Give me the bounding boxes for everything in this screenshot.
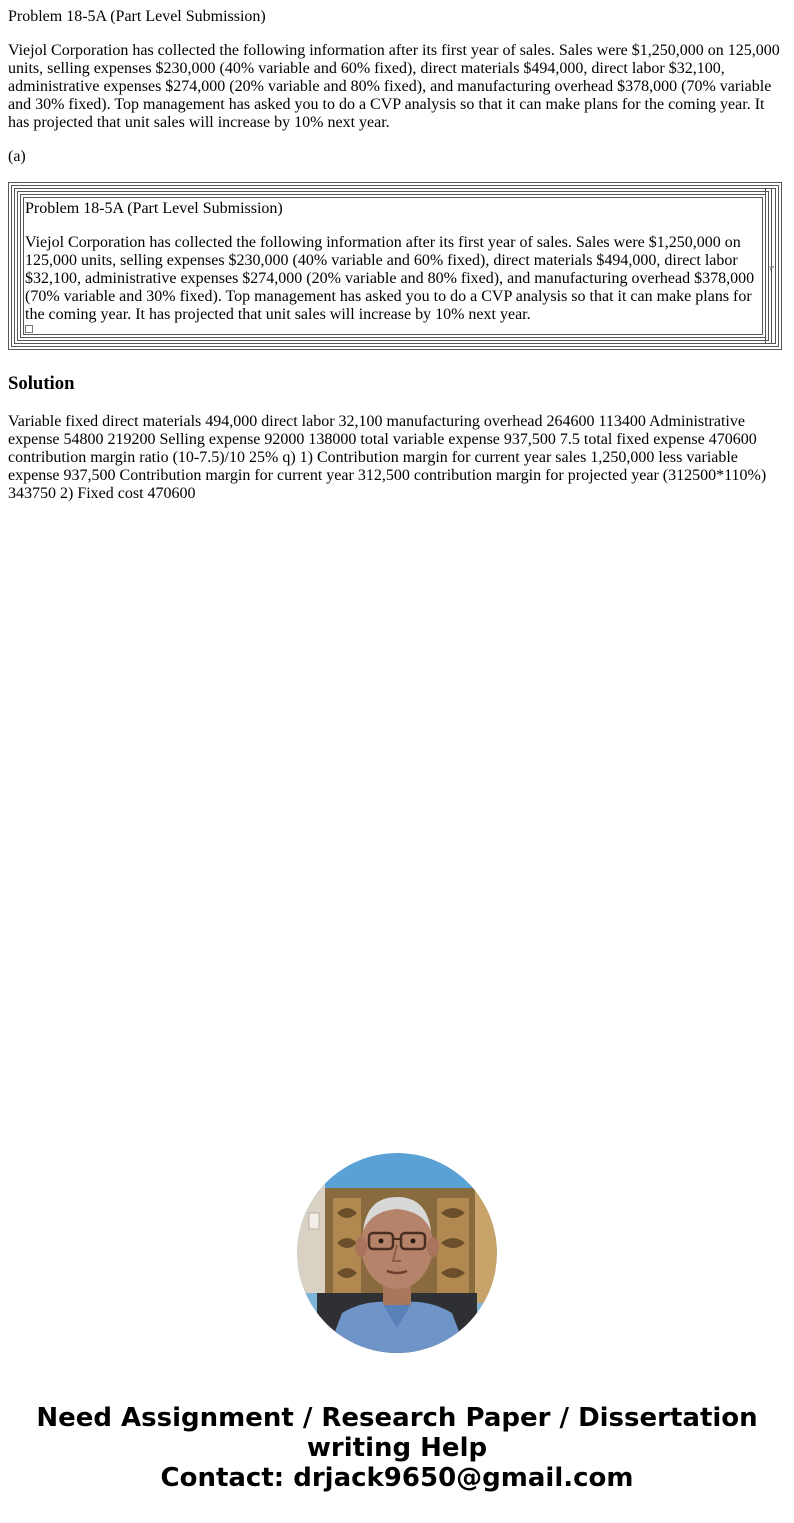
contact-email: Contact: drjack9650@gmail.com — [160, 1463, 634, 1493]
portrait-image — [297, 1153, 497, 1353]
solution-text: Variable fixed direct materials 494,000 direct labor 32,100 manufacturing overhead 264600 113400 Administrative expense 54800 219200 Selling expense 92000 138000 total variable expense 937,500 7.5 total fixed expense 470600 contribution margin ratio (10-7.5)/10 25% q) 1) Contribution margin for current year sales 1,250,000 less variable expense 937,500 Contribution margin for current year 312,500 contribution margin for projected year (312500*110%) 343750 2) Fixed cost 470600 — [8, 413, 767, 502]
banner-line-1: Need Assignment / Research Paper / Dissertation — [36, 1403, 758, 1433]
embedded-problem-title: Problem 18-5A (Part Level Submission) — [25, 200, 283, 217]
part-label: (a) — [8, 148, 26, 165]
cell-content — [25, 200, 761, 324]
solution-heading: Solution — [8, 373, 75, 394]
nested-cell — [20, 194, 766, 338]
embedded-problem-text: Viejol Corporation has collected the following information after its first year of sales. Sales were $1,250,000 on 125,000 units, selling expenses $230,000 (40% variable and 60% fixed), direct materials $494,000, direct labor $32,100, administrative expenses $274,000 (20% variable and 80% fixed), and manufacturing overhead $378,000 (70% variable and 30% fixed). Top management has asked you to do a CVP analysis so that it can make plans for the coming year. It has projected that unit sales will increase by 10% next year. — [25, 234, 755, 323]
contact-banner — [0, 1403, 794, 1493]
author-photo — [297, 1153, 497, 1353]
banner-line-2: writing Help — [306, 1433, 488, 1463]
problem-title: Problem 18-5A (Part Level Submission) — [8, 8, 266, 25]
table-cell — [14, 188, 772, 344]
embedded-problem-table — [8, 182, 782, 350]
broken-image-icon — [25, 325, 33, 333]
problem-description: Viejol Corporation has collected the following information after its first year of sales. Sales were $1,250,000 on 125,000 units, selling expenses $230,000 (40% variable and 60% fixed), direct materials $494,000, direct labor $32,100, administrative expenses $274,000 (20% variable and 80% fixed), and manufacturing overhead $378,000 (70% variable and 30% fixed). Top management has asked you to do a CVP analysis so that it can make plans for the coming year. It has projected that unit sales will increase by 10% next year. — [8, 42, 780, 131]
inner-cell — [23, 197, 763, 335]
table-border — [11, 185, 779, 347]
side-mark: \' — [769, 265, 774, 276]
nested-table — [17, 191, 769, 341]
